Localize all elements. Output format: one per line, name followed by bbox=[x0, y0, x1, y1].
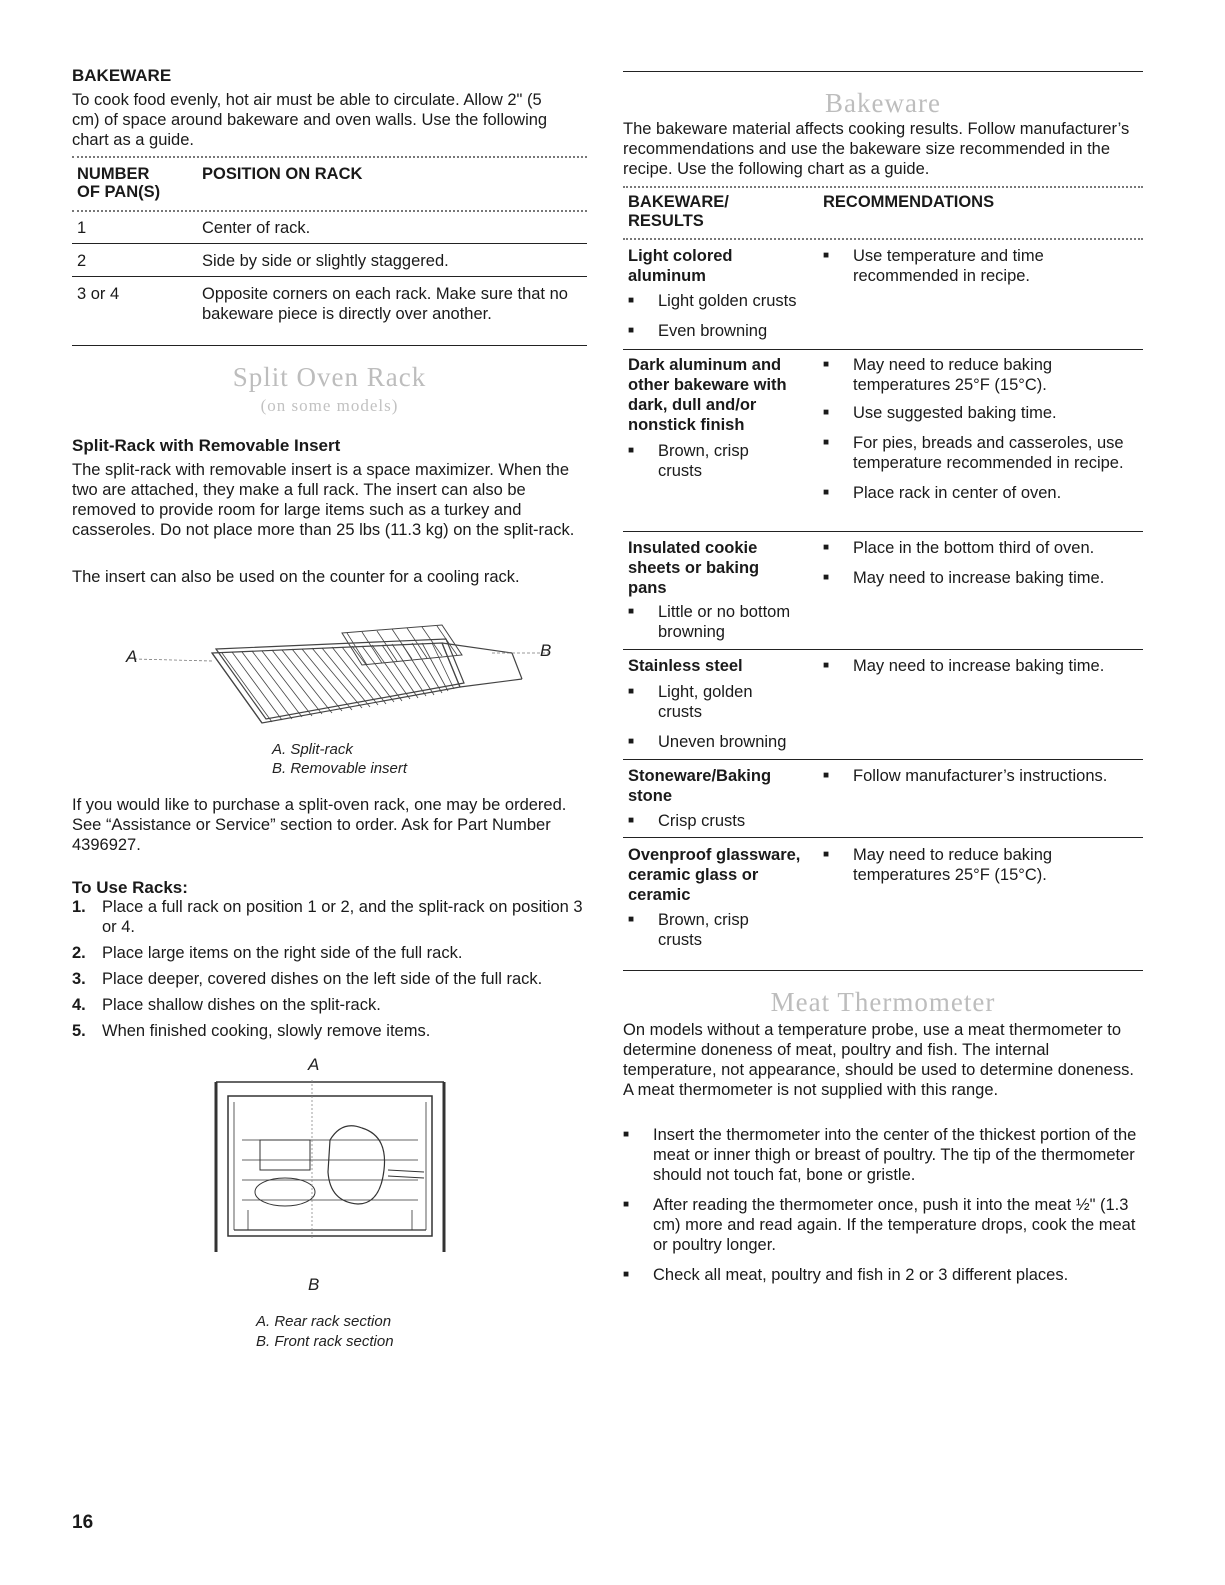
split-rack-figure bbox=[112, 595, 552, 735]
bullet-icon: ■ bbox=[823, 660, 830, 671]
bullet-icon: ■ bbox=[823, 437, 830, 448]
table-cell-num: 3 or 4 bbox=[77, 285, 120, 303]
list-item: ■ May need to reduce baking temperatures 25°F (15°C). bbox=[823, 356, 1053, 394]
bullet-icon: ■ bbox=[823, 407, 830, 418]
meat-thermometer-intro: On models without a temperature probe, use a meat thermometer to determine doneness of meat, poultry and fish. The internal temperature, not appearance, should be used to determine doneness. A meat thermometer is not supplied with this range. bbox=[623, 1021, 1134, 1099]
divider bbox=[72, 210, 587, 212]
list-item: ■ Brown, crisp crusts bbox=[628, 911, 749, 949]
figure-caption-b: B. Front rack section bbox=[256, 1333, 394, 1350]
divider bbox=[623, 837, 1143, 838]
bullet-icon: ■ bbox=[823, 487, 830, 498]
meat-thermometer-bullets bbox=[623, 1125, 1143, 1285]
divider bbox=[623, 649, 1143, 650]
section-divider bbox=[72, 345, 587, 346]
list-item: ■ Uneven browning bbox=[628, 733, 787, 751]
bakeware-name: Stoneware/Baking stone bbox=[628, 767, 772, 805]
split-oven-rack-subtitle: (on some models) bbox=[260, 396, 399, 415]
oven-rack-illustration bbox=[212, 1080, 452, 1255]
list-item: 3. Place deeper, covered dishes on the left side of the full rack. bbox=[72, 970, 543, 988]
bullet-icon: ■ bbox=[628, 815, 635, 826]
table-cell-pos: Center of rack. bbox=[202, 219, 311, 237]
bullet-icon: ■ bbox=[823, 770, 830, 781]
table-cell-num: 2 bbox=[77, 252, 87, 270]
split-rack-heading: Split-Rack with Removable Insert bbox=[72, 436, 341, 455]
figure-caption-a: A. Split-rack bbox=[272, 741, 353, 758]
list-item: ■ Insert the thermometer into the center of the thickest portion of the meat or inner thigh or breast of poultry. The tip of the thermometer should not touch fat, bone or gristle. bbox=[623, 1126, 1137, 1184]
list-item: ■ Light golden crusts bbox=[628, 292, 797, 310]
table-header-number: NUMBER bbox=[77, 165, 150, 183]
list-item: 5. When finished cooking, slowly remove items. bbox=[72, 1022, 431, 1040]
figure-label-a: A bbox=[126, 647, 138, 666]
section-divider bbox=[623, 970, 1143, 971]
list-item: ■ Use suggested baking time. bbox=[823, 404, 1057, 422]
bullet-icon: ■ bbox=[623, 1269, 630, 1280]
list-item: ■ After reading the thermometer once, push it into the meat ½" (1.3 cm) more and read again. If the temperature drops, cook the meat or poultry longer. bbox=[623, 1196, 1136, 1254]
bakeware-intro: To cook food evenly, hot air must be able to circulate. Allow 2" (5 cm) of space around bakeware and oven walls. Use the following chart as a guide. bbox=[72, 91, 548, 149]
table-cell-pos: Opposite corners on each rack. Make sure that no bakeware piece is directly over another. bbox=[202, 285, 568, 323]
table-header-position: POSITION ON RACK bbox=[202, 165, 363, 183]
list-item: ■ For pies, breads and casseroles, use temperature recommended in recipe. bbox=[823, 434, 1124, 472]
bakeware-name: Insulated cookie sheets or baking pans bbox=[628, 539, 760, 597]
bullet-icon: ■ bbox=[628, 606, 635, 617]
bullet-icon: ■ bbox=[628, 445, 635, 456]
list-item: ■ Little or no bottom browning bbox=[628, 603, 791, 641]
figure-label-b: B bbox=[308, 1275, 320, 1294]
purchase-paragraph: If you would like to purchase a split-oven rack, one may be ordered. See “Assistance or Service” section to order. Ask for Part Number 4396927. bbox=[72, 796, 567, 854]
list-item: ■ Follow manufacturer’s instructions. bbox=[823, 767, 1108, 785]
split-rack-paragraph: The split-rack with removable insert is a space maximizer. When the two are attached, they make a full rack. The insert can also be removed to provide room for large items such as a turkey and casseroles. Do not place more than 25 lbs (11.3 kg) on the split-rack. bbox=[72, 461, 575, 539]
divider bbox=[72, 156, 587, 158]
list-item: ■ Brown, crisp crusts bbox=[628, 442, 749, 480]
split-rack-illustration bbox=[112, 595, 552, 735]
table-header-bakeware: BAKEWARE/ bbox=[628, 193, 729, 211]
list-item: 4. Place shallow dishes on the split-rack. bbox=[72, 996, 381, 1014]
list-item: ■ Place rack in center of oven. bbox=[823, 484, 1062, 502]
table-header-recommendations: RECOMMENDATIONS bbox=[823, 193, 995, 211]
bullet-icon: ■ bbox=[628, 325, 635, 336]
list-item: ■ Even browning bbox=[628, 322, 768, 340]
split-oven-rack-title: Split Oven Rack bbox=[232, 362, 427, 392]
bakeware-title: Bakeware bbox=[825, 88, 941, 118]
list-item: ■ Check all meat, poultry and fish in 2 or 3 different places. bbox=[623, 1266, 1069, 1284]
divider bbox=[623, 759, 1143, 760]
bullet-icon: ■ bbox=[628, 686, 635, 697]
bakeware-intro: The bakeware material affects cooking results. Follow manufacturer’s recommendations and use the bakeware size recommended in the recipe. Use the following chart as a guide. bbox=[623, 120, 1130, 178]
list-item: ■ Use temperature and time recommended in recipe. bbox=[823, 247, 1044, 285]
table-cell-num: 1 bbox=[77, 219, 87, 237]
page-number: 16 bbox=[72, 1512, 94, 1533]
list-item: ■ May need to increase baking time. bbox=[823, 657, 1105, 675]
bakeware-name: Ovenproof glassware, ceramic glass or ceramic bbox=[628, 846, 801, 904]
list-item: ■ Crisp crusts bbox=[628, 812, 746, 830]
bullet-icon: ■ bbox=[823, 250, 830, 261]
divider bbox=[72, 276, 587, 277]
bullet-icon: ■ bbox=[628, 736, 635, 747]
use-racks-heading: To Use Racks: bbox=[72, 878, 188, 897]
divider bbox=[623, 186, 1143, 188]
oven-rack-figure bbox=[212, 1080, 452, 1255]
bakeware-name: Stainless steel bbox=[628, 657, 743, 675]
table-header-of-pans: OF PAN(S) bbox=[77, 183, 161, 201]
bullet-icon: ■ bbox=[823, 849, 830, 860]
list-item: ■ Place in the bottom third of oven. bbox=[823, 539, 1095, 557]
table-header-results: RESULTS bbox=[628, 212, 704, 230]
use-racks-steps bbox=[72, 897, 587, 1047]
divider bbox=[623, 531, 1143, 532]
list-item: ■ May need to reduce baking temperatures 25°F (15°C). bbox=[823, 846, 1053, 884]
bakeware-name: Dark aluminum and other bakeware with dark, dull and/or nonstick finish bbox=[628, 356, 787, 434]
figure-label-a: A bbox=[308, 1055, 320, 1074]
bullet-icon: ■ bbox=[823, 572, 830, 583]
list-item: ■ May need to increase baking time. bbox=[823, 569, 1105, 587]
bullet-icon: ■ bbox=[823, 359, 830, 370]
list-item: 1. Place a full rack on position 1 or 2, and the split-rack on position 3 or 4. bbox=[72, 898, 583, 936]
bullet-icon: ■ bbox=[623, 1199, 630, 1210]
bakeware-name: Light colored aluminum bbox=[628, 247, 733, 285]
table-cell-pos: Side by side or slightly staggered. bbox=[202, 252, 449, 270]
list-item: ■ Light, golden crusts bbox=[628, 683, 753, 721]
bullet-icon: ■ bbox=[628, 295, 635, 306]
bullet-icon: ■ bbox=[628, 914, 635, 925]
section-divider bbox=[623, 71, 1143, 72]
figure-caption-a: A. Rear rack section bbox=[256, 1313, 392, 1330]
list-item: 2. Place large items on the right side of the full rack. bbox=[72, 944, 463, 962]
figure-caption-b: B. Removable insert bbox=[272, 760, 408, 777]
divider bbox=[623, 238, 1143, 240]
bakeware-heading: BAKEWARE bbox=[72, 66, 172, 85]
meat-thermometer-title: Meat Thermometer bbox=[770, 987, 996, 1017]
divider bbox=[72, 243, 587, 244]
figure-label-b: B bbox=[540, 641, 552, 660]
divider bbox=[623, 349, 1143, 350]
split-rack-cooling-note: The insert can also be used on the counter for a cooling rack. bbox=[72, 568, 520, 586]
bullet-icon: ■ bbox=[823, 542, 830, 553]
bullet-icon: ■ bbox=[623, 1129, 630, 1140]
